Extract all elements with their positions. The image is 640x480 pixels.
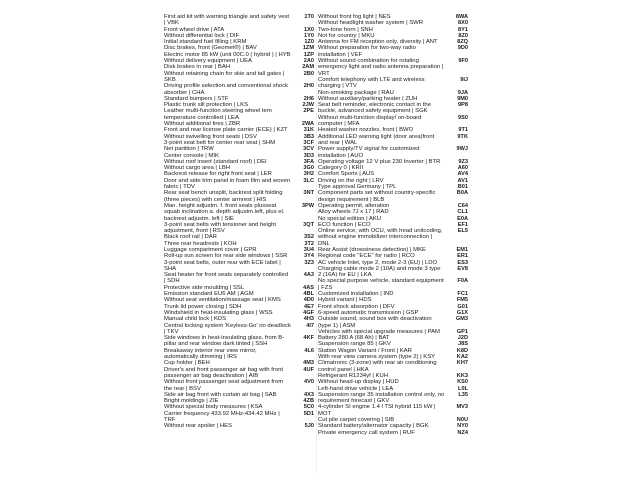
option-description: Without auxiliary/parking heater | ZUH: [318, 95, 418, 102]
option-code: 9JA: [457, 89, 468, 96]
option-description: Station Wagon Variant / Front | KAR: [318, 347, 412, 354]
option-row: [318, 58, 468, 77]
option-description: Side windows in heat-insulating glass, from B-pillar and rear window dark tinted | SSH: [164, 335, 285, 348]
option-description: Charging cable mode 2 (10A) and mode 3 type 2 (16A) for EU | LKA: [318, 265, 441, 279]
option-description: Central locking system 'Keyless-Go' no deadlock | TKV: [164, 322, 291, 335]
option-code: 3B3: [303, 133, 314, 140]
option-description: Luggage compartment cover | GPR: [164, 246, 257, 253]
option-description: With rear view camera system (type 2) | KSY: [318, 354, 436, 361]
option-code: EV8: [457, 265, 468, 272]
option-row: [318, 115, 468, 128]
option-row: [164, 178, 314, 191]
option-description: No special purpose vehicle, standard equipment | FZS: [318, 278, 444, 291]
option-description: Without front passenger seat adjustment from the rear | BSV: [164, 379, 284, 392]
option-code: 9F0: [458, 58, 468, 65]
option-code: 9TK: [457, 133, 468, 140]
option-row: [318, 316, 468, 329]
option-code: L35: [458, 391, 468, 398]
option-code: FM5: [456, 297, 468, 304]
option-code: 9M0: [457, 95, 468, 102]
option-row: [318, 77, 468, 90]
option-description: Black roof rail | DAR: [164, 234, 217, 241]
option-description: Net partition | TRW: [164, 146, 214, 153]
option-code: 3Y4: [304, 253, 314, 260]
option-description: Heated washer nozzles, front | BWO: [318, 127, 414, 134]
option-description: Category 0 | KRII: [318, 165, 364, 172]
option-code: 2PE: [303, 108, 314, 115]
option-description: Without roof insert (standard roof) | DEI: [164, 158, 267, 165]
option-code: 4ZB: [303, 398, 314, 405]
option-row: [164, 423, 314, 429]
option-description: Antenna for FM reception only, diversity | ANT: [318, 39, 438, 46]
option-code: J2D: [457, 335, 468, 342]
option-row: [164, 411, 314, 424]
option-description: Refrigerant R1234yf | KUH: [318, 372, 388, 379]
option-description: Backrest release for right front seat | LER: [164, 171, 272, 178]
option-description: Without multi-function display/ on-board computer | MFA: [318, 114, 422, 128]
option-code: 31K: [303, 127, 314, 134]
option-code: EF1: [457, 221, 468, 228]
option-description: Bright moldings | ZIE: [164, 398, 219, 405]
option-row: [164, 272, 314, 285]
option-description: Front wheel drive | ATA: [164, 26, 225, 33]
option-code: 2H0: [303, 83, 314, 90]
option-code: 1Z0: [304, 39, 314, 46]
option-description: Front shock absorption | DFV: [318, 303, 395, 310]
option-code: 1ZP: [303, 51, 314, 58]
option-code: KS0: [457, 379, 468, 386]
option-description: Private emergency call system | RUF: [318, 429, 415, 436]
option-description: Without sound combination for rotating emergency light and radio antenna preparation | VRT: [318, 58, 444, 77]
option-code: 9S0: [458, 114, 468, 121]
option-description: Online service, with OCU, with head unitcoding, without engine immobilizer interconnection | DNL: [318, 228, 443, 247]
option-row: [318, 102, 468, 115]
option-code: 2A0: [303, 58, 314, 65]
option-description: Protective side moulding | SSL: [164, 284, 245, 291]
option-code: G01: [457, 303, 468, 310]
option-code: 4D0: [303, 297, 314, 304]
option-description: Alloy wheels 7J x 17 | RAD: [318, 209, 389, 216]
option-code: MV3: [456, 404, 468, 411]
option-row: [318, 190, 468, 203]
option-description: Cut pile carpet covering | SIB: [318, 417, 395, 423]
option-description: Battery 280 A (68 Ah) | BAT: [318, 335, 390, 342]
option-code: 3FA: [303, 158, 314, 165]
option-code: 3G0: [303, 165, 314, 172]
option-code: C64: [457, 202, 468, 209]
option-code: 5J0: [304, 423, 314, 430]
option-description: Breakaway interior rear view mirror, automatically dimming | IRS: [164, 347, 257, 361]
option-code: 4E7: [304, 303, 314, 310]
option-code: 9T1: [458, 127, 468, 134]
option-description: Without rear spoiler | HES: [164, 423, 232, 430]
option-row: [164, 14, 314, 27]
option-code: CL1: [457, 209, 468, 216]
option-code: E0A: [457, 215, 468, 222]
option-description: Seat heater for front seats separately controlled | SDH: [164, 272, 289, 285]
option-description: Additional LED warning light (door area)front and rear | WAL: [318, 133, 435, 146]
option-description: Initial standard fuel filling | KRM: [164, 39, 247, 46]
option-code: 1T0: [304, 14, 314, 20]
option-row: [318, 278, 468, 291]
option-code: 3PW: [301, 202, 314, 209]
option-description: Without delivery equipment | UEA: [164, 58, 252, 65]
option-code: J8S: [458, 341, 468, 348]
option-description: Cup holder | BEH: [164, 360, 210, 367]
option-row: [164, 335, 314, 348]
option-row: [164, 379, 314, 392]
option-description: Driving on the right | LRV: [318, 177, 384, 184]
option-description: 3-point seat belt for center rear seat | SHM: [164, 139, 276, 146]
option-description: Climatronic (3-zone) with rear air conditioning control panel | HKA: [318, 360, 437, 373]
option-code: B01: [457, 184, 468, 191]
option-row: [164, 323, 314, 336]
option-code: 9WJ: [456, 146, 468, 153]
option-code: 1ZM: [302, 45, 314, 52]
option-description: Standard battery/alternator capacity | BGK: [318, 423, 429, 430]
option-code: FC1: [457, 291, 468, 298]
option-code: 4M3: [303, 360, 314, 367]
option-row: [164, 71, 314, 84]
option-description: Comfort telephony with LTE and wireless charging | VTV: [318, 76, 425, 90]
option-code: 9P8: [458, 102, 468, 109]
option-code: F0A: [457, 278, 468, 285]
option-code: NY0: [457, 423, 468, 430]
option-description: Left-hand drive vehicle | LEA: [318, 385, 394, 392]
option-description: Three rear headrests | KOH: [164, 240, 237, 247]
option-code: K8D: [456, 347, 468, 354]
option-code: 2H6: [303, 95, 314, 102]
option-code: KK3: [456, 372, 468, 379]
option-code: 4H3: [303, 316, 314, 323]
option-code: 5D1: [303, 410, 314, 417]
option-row: [164, 190, 314, 203]
option-description: Without differential lock | DIF: [164, 32, 240, 39]
option-row: [164, 367, 314, 380]
option-description: Without front fog light | NES: [318, 14, 391, 20]
option-row: [318, 134, 468, 147]
option-description: Electric motor 85 kW (unit 00C.0 ( hybrid ) | HYB: [164, 51, 291, 58]
option-code: 4GF: [303, 309, 314, 316]
option-code: NZ4: [457, 429, 468, 436]
option-code: 4X3: [304, 391, 314, 398]
option-description: Regional code "ECE" for radio | RCO: [318, 253, 415, 260]
option-code: EL5: [457, 228, 468, 235]
option-description: Operating voltage 12 V plus 230 Inverter | BTR: [318, 158, 441, 165]
right-column: [318, 14, 468, 436]
option-description: Customized installation | IND: [318, 291, 394, 298]
option-description: Without special body measures | KSA: [164, 404, 263, 411]
option-code: 3H2: [303, 171, 314, 178]
option-description: Without head-up display | HUD: [318, 379, 399, 386]
option-code: 4V0: [304, 379, 314, 386]
option-code: 8Y1: [458, 26, 468, 33]
option-row: [164, 222, 314, 235]
option-code: 3CF: [303, 139, 314, 146]
option-description: Driving profile selection and conventional shock absorber | CHA: [164, 83, 289, 96]
option-code: 8WA: [455, 14, 468, 20]
option-code: B0A: [456, 190, 468, 197]
option-description: Comfort Sports | AUS: [318, 171, 375, 178]
option-description: Vehicles with special upgrade measures | PAM: [318, 328, 440, 335]
option-row: [164, 108, 314, 121]
option-code: 8ZQ: [457, 39, 468, 46]
option-description: Rear seat bench unsplit, backrest split folding (three pieces) with center armrest | HIS: [164, 190, 283, 203]
option-description: Carrier frequency 433.92 MHz-434.42 MHz | TRF: [164, 410, 280, 423]
option-row: [318, 266, 468, 279]
option-code: GM3: [455, 316, 468, 323]
option-description: Center console | MIK: [164, 152, 219, 159]
option-code: 3D3: [303, 152, 314, 159]
option-description: Operating permit, alteration: [318, 202, 390, 209]
option-description: Without additional tires | ZBR: [164, 121, 241, 128]
option-code: 3U4: [303, 246, 314, 253]
option-description: Manual child lock | KDS: [164, 316, 227, 323]
option-row: [318, 430, 468, 436]
option-code: ES3: [457, 259, 468, 266]
option-description: Two-tone horn | SNH: [318, 26, 373, 33]
option-code: 9Z3: [458, 158, 468, 165]
option-code: A60: [457, 165, 468, 172]
option-description: Seat belt reminder, electronic contact in the buckle, advanced safety equipment | SGK: [318, 102, 431, 115]
option-description: ECO function | ECO: [318, 221, 371, 228]
option-description: Side air bag front with curtain air bag | SAB: [164, 391, 277, 398]
option-description: 3-point seat belts, outer rear with ECE label | SHA: [164, 259, 281, 272]
option-code: 9IJ: [460, 76, 468, 83]
option-code: G1X: [456, 309, 468, 316]
option-row: [164, 348, 314, 361]
option-description: Without seat ventilation/massage seat | KMS: [164, 297, 281, 304]
option-description: Suspension range 35 installation control only, no requirement forecast | GKV: [318, 391, 445, 405]
option-code: KA2: [456, 354, 468, 361]
option-description: Outside sound, sound box with deactivation (type 1) | ASM: [318, 316, 432, 329]
option-row: [164, 260, 314, 273]
option-code: AV4: [457, 171, 468, 178]
option-code: 4AS: [303, 284, 314, 291]
option-description: Without swivelling front seats | DSV: [164, 133, 257, 140]
option-description: Component parts set without country-specific design requirement | BLB: [318, 190, 436, 203]
option-description: Disk brakes in rear | BAH: [164, 64, 231, 71]
option-code: 3Z3: [304, 259, 314, 266]
option-row: [318, 45, 468, 58]
option-description: 3-point seat belts with tensioner and height adjustment, front | RSV: [164, 221, 276, 235]
option-row: [318, 360, 468, 373]
option-row: [318, 146, 468, 159]
option-description: Roll-up sun screen for rear side windows | SSR: [164, 253, 288, 260]
option-row: [164, 83, 314, 96]
option-description: No special edition | AKU: [318, 215, 382, 222]
option-code: N0U: [456, 417, 468, 423]
option-description: Disc brakes, front (Geomet®) | BAV: [164, 45, 257, 52]
option-code: 4UF: [303, 366, 314, 373]
option-code: KH7: [456, 360, 468, 367]
option-description: 4-cylinder SI engine 1.4 l TSI hybrid 115 kW | MOT: [318, 404, 436, 417]
option-description: Hybrid variant | HDS: [318, 297, 372, 304]
option-description: Power supply/TV signal for customized installation | AUO: [318, 146, 420, 159]
option-code: 3CV: [303, 146, 314, 153]
option-description: Emission standard EU6 AM | AGM: [164, 291, 254, 298]
option-code: GP1: [456, 328, 468, 335]
option-description: 6-speed automatic transmission | GSP: [318, 309, 419, 316]
option-code: 3LC: [303, 177, 314, 184]
option-code: 5C0: [303, 404, 314, 411]
option-code: 8X0: [458, 20, 468, 27]
option-description: Trunk lid power closing | SDH: [164, 303, 242, 310]
option-code: 1X0: [304, 26, 314, 33]
option-row: [164, 203, 314, 222]
option-row: [318, 392, 468, 405]
column-divider: [316, 14, 317, 474]
option-code: 4KF: [303, 335, 314, 342]
option-code: 4BL: [303, 291, 314, 298]
option-code: 4A3: [303, 272, 314, 279]
option-description: AC vehicle Inlet, type 2, mode 2-3 (EU) | LDO: [318, 259, 438, 266]
option-code: 4L6: [304, 347, 314, 354]
option-description: Driver's and front passenger air bag with front passenger air bag deactivation | AIB: [164, 366, 283, 379]
option-description: Leather multi-function steering wheel tem temperature controlled | LEA: [164, 108, 272, 121]
option-description: Non-smoking package | RAU: [318, 89, 394, 96]
option-code: 2B0: [303, 70, 314, 77]
option-code: EM1: [456, 246, 468, 253]
option-description: Rear Assist (drowsiness detection) | MKE: [318, 246, 426, 253]
option-code: 9D0: [457, 45, 468, 52]
option-description: Man. height adjustm. f. front seats plusseat squab inclination a. depth adjustm.left, plus el. backrest adjustm. left | SIE: [164, 202, 285, 222]
option-description: Standard bumpers | STF: [164, 95, 229, 102]
option-code: 2WA: [301, 121, 314, 128]
option-description: Front and rear license plate carrier (ECE) | KZT: [164, 127, 288, 134]
option-description: Without preparation for two-way radio installation | VEF: [318, 45, 416, 58]
option-row: [318, 404, 468, 417]
option-description: Not for country | MKU: [318, 32, 375, 39]
option-description: Without headlight washer system | SWR: [318, 20, 423, 27]
option-description: Windshield in heat-insulating glass | WSS: [164, 309, 273, 316]
option-row: [318, 228, 468, 247]
option-description: First aid kit with warning triangle and safety vest | VBK: [164, 14, 290, 27]
left-column: [164, 14, 314, 430]
option-code: 3NT: [303, 190, 314, 197]
option-code: 3S2: [304, 234, 314, 241]
option-description: Type approval Germany | TPL: [318, 184, 397, 191]
option-description: Suspension range 85 | GKV: [318, 341, 391, 348]
option-code: 3QT: [303, 221, 314, 228]
option-description: Plastic trunk sill protection | LKS: [164, 102, 249, 109]
option-code: ER1: [457, 253, 468, 260]
option-code: L0L: [458, 385, 468, 392]
option-code: 8Z0: [458, 32, 468, 39]
option-description: Without cargo area | LBH: [164, 165, 231, 172]
option-code: 2JW: [302, 102, 314, 109]
option-code: 1Y0: [304, 32, 314, 39]
option-code: 4I7: [306, 322, 314, 329]
option-description: Without retaining chain for skie and tall gates | SKB: [164, 70, 285, 83]
option-description: Door and side trim panel in foam film and woven fabric | TDV: [164, 177, 291, 191]
option-code: 2AM: [302, 64, 314, 71]
option-code: 3T2: [304, 240, 314, 247]
option-code: AV1: [457, 177, 468, 184]
